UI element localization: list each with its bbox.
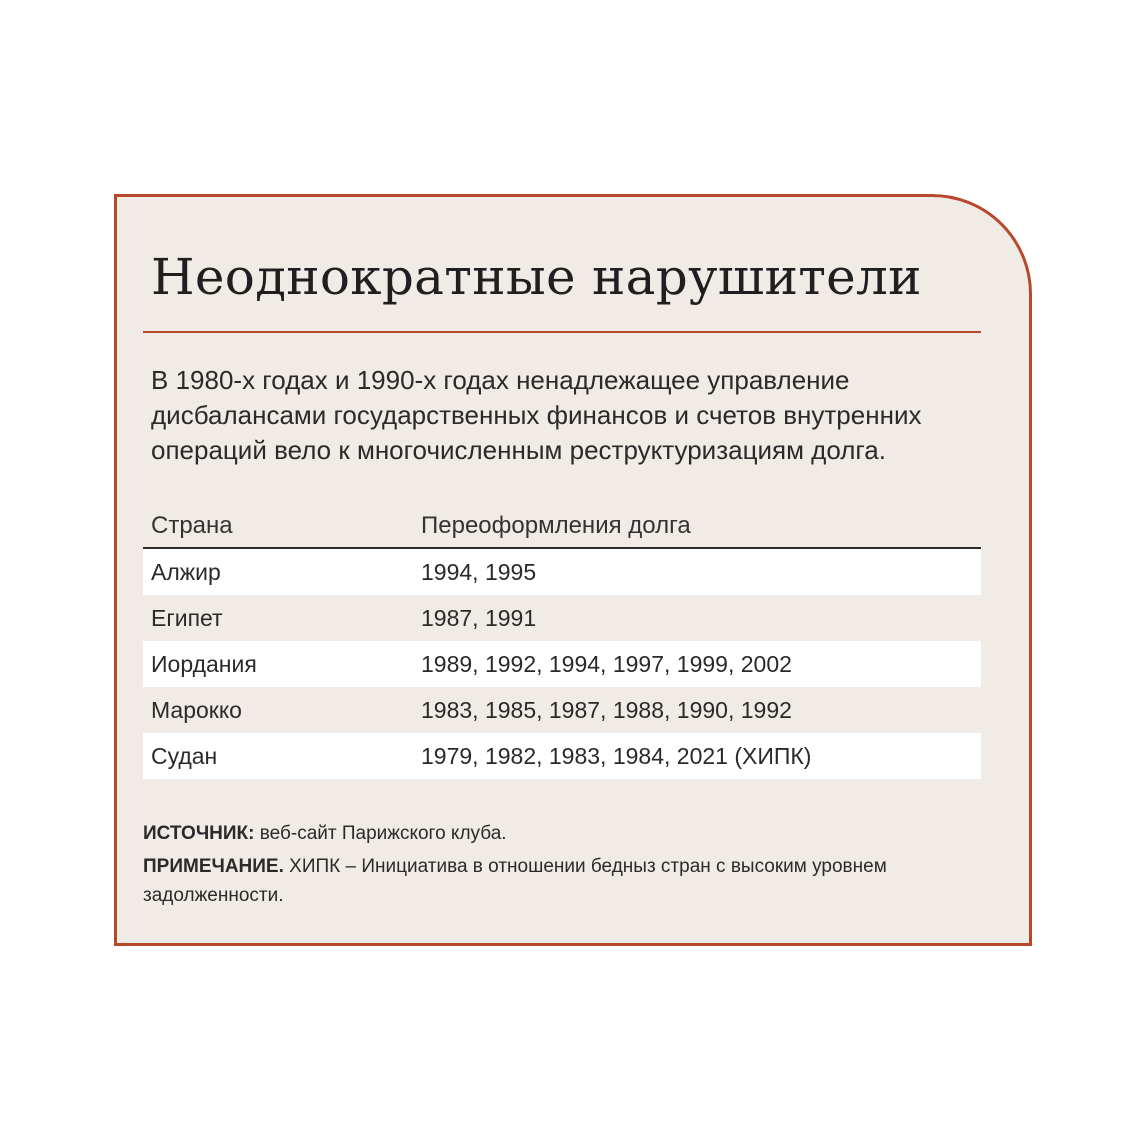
years-cell: 1994, 1995 (421, 559, 537, 585)
table-header (143, 505, 981, 549)
table-row (143, 733, 981, 779)
source-note (143, 819, 973, 848)
table-row (143, 595, 981, 641)
country-cell: Судан (151, 743, 218, 769)
info-panel (114, 194, 1032, 946)
panel-title: Неоднократные нарушители (151, 248, 922, 306)
table-row (143, 641, 981, 687)
years-cell: 1979, 1982, 1983, 1984, 2021 (ХИПК) (421, 743, 812, 769)
years-cell: 1983, 1985, 1987, 1988, 1990, 1992 (421, 697, 792, 723)
source-text: веб-сайт Парижского клуба. (254, 823, 507, 844)
country-cell: Иордания (151, 651, 257, 677)
remark-label: ПРИМЕЧАНИЕ. (143, 856, 284, 877)
restructuring-table (143, 505, 981, 779)
intro-text: В 1980-х годах и 1990-х годах ненадлежащее управление дисбалансами государственных финансов и счетов внутренних операций вело к многочисленным реструктуризациям долга. (151, 365, 922, 465)
remark-text: ХИПК – Инициатива в отношении бедныз стран с высоким уровнем задолженности. (143, 856, 887, 906)
table-row (143, 549, 981, 595)
country-cell: Египет (151, 605, 223, 631)
header-restructurings: Переоформления долга (421, 512, 691, 539)
header-country: Страна (151, 512, 233, 539)
source-label: ИСТОЧНИК: (143, 823, 255, 844)
footnotes (143, 819, 973, 914)
remark-note (143, 852, 973, 910)
years-cell: 1989, 1992, 1994, 1997, 1999, 2002 (421, 651, 792, 677)
table-row (143, 687, 981, 733)
country-cell: Алжир (151, 559, 221, 585)
years-cell: 1987, 1991 (421, 605, 537, 631)
title-divider (143, 331, 981, 333)
country-cell: Марокко (151, 697, 242, 723)
